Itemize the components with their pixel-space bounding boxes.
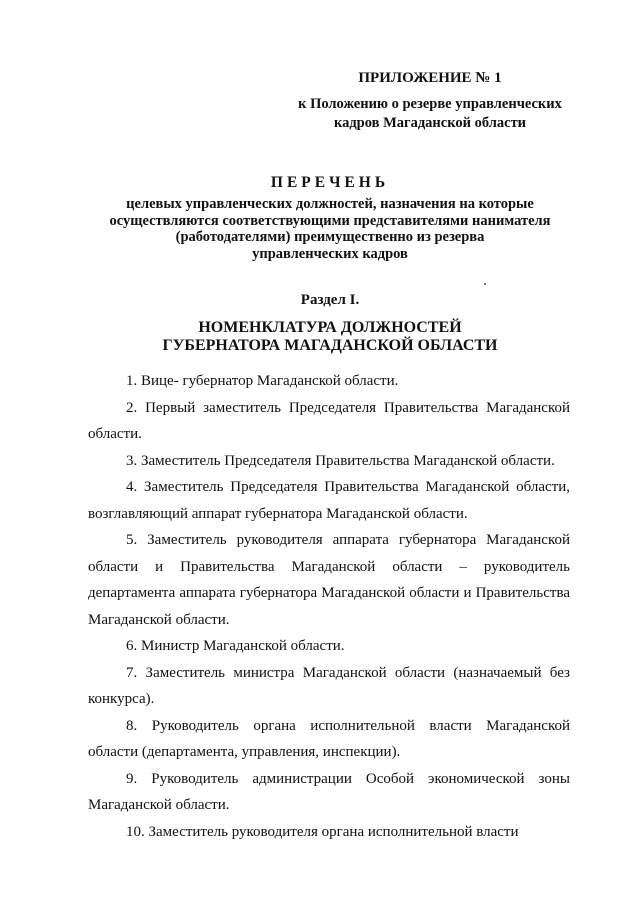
perechen-title: ПЕРЕЧЕНЬ: [270, 174, 390, 191]
section-label: Раздел I.: [300, 292, 360, 308]
perechen-line-2: осуществляются соответствующими представителями нанимателя: [109, 212, 551, 229]
appendix-subtitle-line-2: кадров Магаданской области: [333, 115, 527, 131]
list-item-4: 4. Заместитель Председателя Правительства Магаданской области, возглавляющий аппарат губернатора Магаданской области.: [88, 479, 570, 522]
section-title-line-2: ГУБЕРНАТОРА МАГАДАНСКОЙ ОБЛАСТИ: [162, 337, 498, 354]
list-item-5: 5. Заместитель руководителя аппарата губернатора Магаданской области и Правительства Магаданской области – руководитель департамента аппарата губернатора Магаданской области и Правительства Магаданской области.: [88, 532, 570, 628]
list-item-2: 2. Первый заместитель Председателя Правительства Магаданской области.: [88, 399, 570, 442]
scan-speck: [484, 283, 486, 285]
position-list: [88, 368, 570, 845]
section-title-line-1: НОМЕНКЛАТУРА ДОЛЖНОСТЕЙ: [198, 319, 462, 336]
list-item-7: 7. Заместитель министра Магаданской области (назначаемый без конкурса).: [88, 664, 570, 707]
appendix-subtitle: [280, 95, 580, 133]
perechen-line-3: (работодателями) преимущественно из резерва: [175, 229, 485, 245]
list-item-3: 3. Заместитель Председателя Правительства Магаданской области.: [126, 452, 555, 469]
perechen-line-1: целевых управленческих должностей, назначения на которые: [126, 196, 534, 212]
list-item-1: 1. Вице- губернатор Магаданской области.: [126, 373, 399, 389]
appendix-title: ПРИЛОЖЕНИЕ № 1: [358, 70, 502, 86]
perechen-line-4: управленческих кадров: [252, 245, 408, 262]
section-title: [70, 319, 590, 355]
list-item-10: 10. Заместитель руководителя органа исполнительной власти: [126, 823, 519, 840]
appendix-subtitle-line-1: к Положению о резерве управленческих: [298, 96, 562, 112]
list-item-6: 6. Министр Магаданской области.: [126, 638, 345, 654]
perechen-description: [70, 196, 590, 262]
list-item-8: 8. Руководитель органа исполнительной власти Магаданской области (департамента, управления, инспекции).: [88, 717, 570, 760]
list-item-9: 9. Руководитель администрации Особой экономической зоны Магаданской области.: [88, 770, 570, 813]
